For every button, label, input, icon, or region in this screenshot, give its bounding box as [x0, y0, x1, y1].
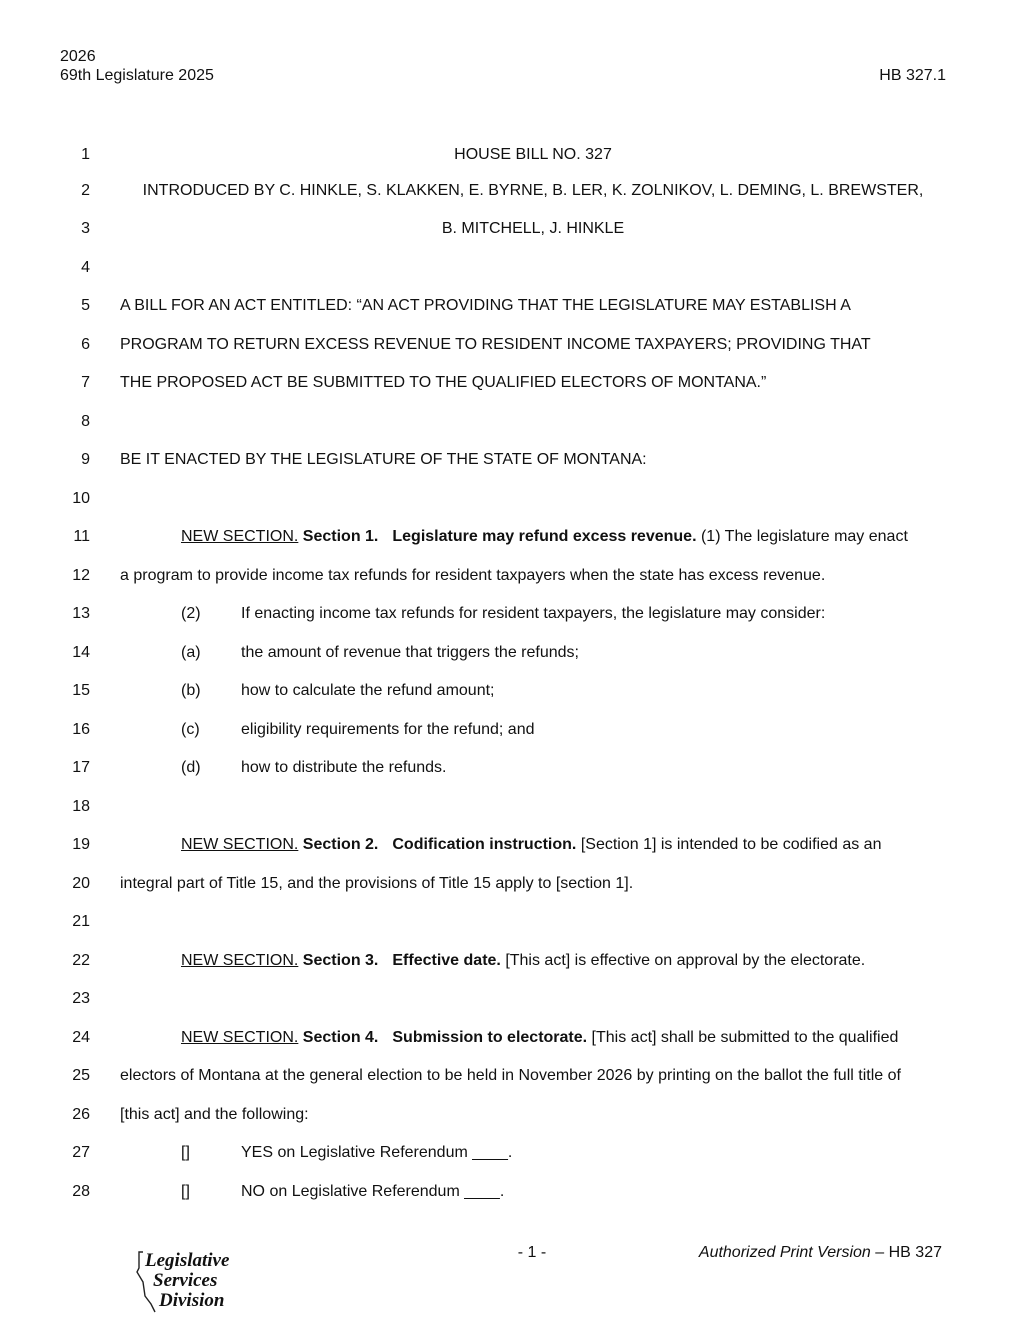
line-7 [0, 372, 1024, 394]
line-number: 25 [72, 1067, 90, 1084]
auth-bill: HB 327 [888, 1244, 942, 1261]
header-left [60, 47, 214, 85]
line-number: 27 [72, 1144, 90, 1161]
line-number: 24 [72, 1029, 90, 1046]
line-number: 22 [72, 952, 90, 969]
new-section-label: NEW SECTION. [181, 528, 299, 545]
line-number: 6 [81, 336, 90, 353]
subsection-text: eligibility requirements for the refund; and [241, 721, 535, 738]
line-21 [0, 911, 1024, 933]
section-text: [This act] is effective on approval by the electorate. [505, 952, 866, 969]
line-number: 7 [81, 374, 90, 391]
section-text: a program to provide income tax refunds for resident taxpayers when the state has excess revenue. [120, 567, 826, 584]
enacting-clause: BE IT ENACTED BY THE LEGISLATURE OF THE STATE OF MONTANA: [120, 451, 647, 468]
line-number: 10 [72, 490, 90, 507]
sponsors-line: INTRODUCED BY C. HINKLE, S. KLAKKEN, E. BYRNE, B. LER, K. ZOLNIKOV, L. DEMING, L. BREWSTER, [142, 182, 924, 199]
line-number: 18 [72, 798, 90, 815]
legislative-services-division-logo [133, 1246, 248, 1316]
page-number: - 1 - [517, 1244, 547, 1261]
auth-separator: – [870, 1244, 889, 1261]
section-number: Section 3. [302, 952, 379, 969]
line-3 [0, 218, 1024, 240]
line-8 [0, 411, 1024, 433]
act-title-text: THE PROPOSED ACT BE SUBMITTED TO THE QUALIFIED ELECTORS OF MONTANA.” [120, 374, 767, 391]
section-title: Effective date. [392, 952, 501, 969]
line-number: 19 [72, 836, 90, 853]
line-22 [0, 950, 1024, 972]
section-3-heading [181, 950, 865, 972]
section-title: Submission to electorate. [392, 1029, 588, 1046]
line-number: 5 [81, 297, 90, 314]
header-legislature: 69th Legislature 2025 [60, 67, 214, 84]
section-title: Codification instruction. [392, 836, 577, 853]
section-text: electors of Montana at the general election to be held in November 2026 by printing on the ballot the full title of [120, 1067, 901, 1084]
line-number: 23 [72, 990, 90, 1007]
line-10 [0, 488, 1024, 510]
subsection-marker: (a) [181, 644, 201, 661]
section-number: Section 2. [302, 836, 379, 853]
line-5 [0, 295, 1024, 317]
subsection-marker: (d) [181, 759, 201, 776]
line-14 [0, 642, 1024, 664]
subsection-text: the amount of revenue that triggers the refunds; [241, 644, 579, 661]
new-section-label: NEW SECTION. [181, 836, 299, 853]
line-12 [0, 565, 1024, 587]
line-number: 11 [73, 528, 90, 545]
line-1 [0, 144, 1024, 166]
logo-line-legislative: Legislative [145, 1250, 230, 1271]
line-number: 4 [81, 259, 90, 276]
section-text: integral part of Title 15, and the provisions of Title 15 apply to [section 1]. [120, 875, 634, 892]
header-bill-id: HB 327.1 [879, 67, 946, 84]
line-number: 3 [81, 220, 90, 237]
ballot-checkbox: [] [181, 1183, 190, 1200]
auth-label: Authorized Print Version [698, 1244, 871, 1261]
act-title-text: PROGRAM TO RETURN EXCESS REVENUE TO RESIDENT INCOME TAXPAYERS; PROVIDING THAT [120, 336, 871, 353]
line-number: 12 [72, 567, 90, 584]
ballot-checkbox: [] [181, 1144, 190, 1161]
line-28 [0, 1181, 1024, 1203]
line-17 [0, 757, 1024, 779]
authorized-print-version [699, 1244, 942, 1262]
line-9 [0, 449, 1024, 471]
line-20 [0, 873, 1024, 895]
line-26 [0, 1104, 1024, 1126]
line-16 [0, 719, 1024, 741]
line-24 [0, 1027, 1024, 1049]
new-section-label: NEW SECTION. [181, 952, 299, 969]
subsection-marker: (2) [181, 605, 201, 622]
line-number: 14 [72, 644, 90, 661]
ballot-option-no: NO on Legislative Referendum ____. [241, 1183, 505, 1200]
section-4-heading [181, 1027, 898, 1049]
section-number: Section 4. [302, 1029, 379, 1046]
bill-title: HOUSE BILL NO. 327 [454, 146, 612, 163]
line-25 [0, 1065, 1024, 1087]
section-number: Section 1. [302, 528, 379, 545]
line-4 [0, 257, 1024, 279]
line-number: 1 [81, 146, 90, 163]
line-11 [0, 526, 1024, 548]
section-1-heading [181, 526, 908, 548]
line-2 [0, 180, 1024, 202]
section-2-heading [181, 834, 881, 856]
line-number: 2 [81, 182, 90, 199]
line-15 [0, 680, 1024, 702]
line-number: 26 [72, 1106, 90, 1123]
line-18 [0, 796, 1024, 818]
act-title-text: A BILL FOR AN ACT ENTITLED: “AN ACT PROVIDING THAT THE LEGISLATURE MAY ESTABLISH A [120, 297, 851, 314]
line-number: 28 [72, 1183, 90, 1200]
line-number: 16 [72, 721, 90, 738]
subsection-marker: (c) [181, 721, 200, 738]
ballot-option-yes: YES on Legislative Referendum ____. [241, 1144, 513, 1161]
section-title: Legislature may refund excess revenue. [392, 528, 697, 545]
sponsors-line-cont: B. MITCHELL, J. HINKLE [441, 220, 625, 237]
line-number: 15 [72, 682, 90, 699]
section-text: [Section 1] is intended to be codified as an [580, 836, 882, 853]
line-13 [0, 603, 1024, 625]
logo-line-services: Services [153, 1270, 218, 1291]
line-number: 20 [72, 875, 90, 892]
line-number: 17 [72, 759, 90, 776]
section-text: [This act] shall be submitted to the qualified [591, 1029, 899, 1046]
header-year: 2026 [60, 48, 96, 65]
section-text: (1) The legislature may enact [700, 528, 908, 545]
section-text: [this act] and the following: [120, 1106, 309, 1123]
line-number: 21 [72, 913, 90, 930]
line-number: 13 [72, 605, 90, 622]
line-6 [0, 334, 1024, 356]
subsection-marker: (b) [181, 682, 201, 699]
new-section-label: NEW SECTION. [181, 1029, 299, 1046]
line-23 [0, 988, 1024, 1010]
line-number: 9 [81, 451, 90, 468]
line-number: 8 [81, 413, 90, 430]
logo-line-division: Division [159, 1290, 225, 1311]
subsection-text: If enacting income tax refunds for resident taxpayers, the legislature may consider: [241, 605, 826, 622]
line-19 [0, 834, 1024, 856]
subsection-text: how to calculate the refund amount; [241, 682, 495, 699]
subsection-text: how to distribute the refunds. [241, 759, 447, 776]
line-27 [0, 1142, 1024, 1164]
